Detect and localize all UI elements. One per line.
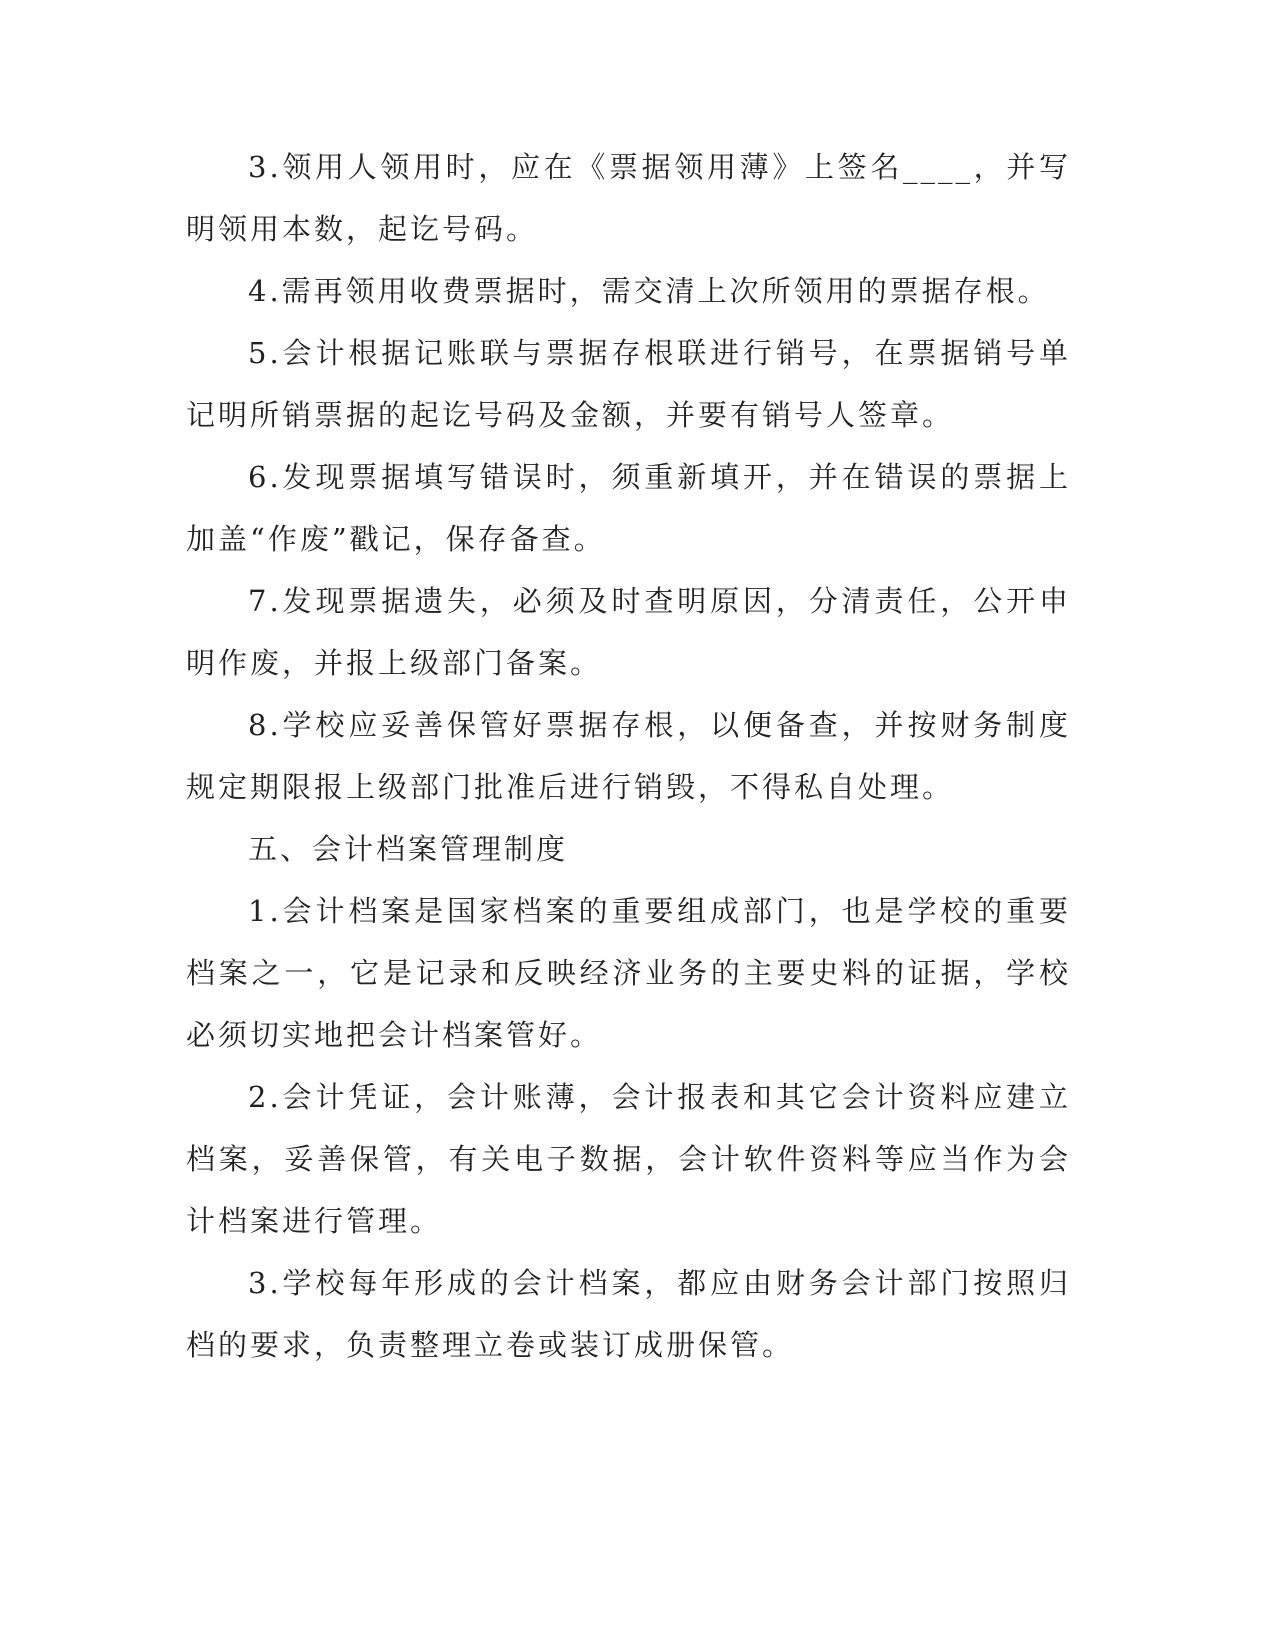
archive-paragraph-2: 2.会计凭证，会计账薄，会计报表和其它会计资料应建立档案，妥善保管，有关电子数据，会计软件资料等应当作为会计档案进行管理。 [186, 1080, 1071, 1238]
archive-paragraph-3: 3.学校每年形成的会计档案，都应由财务会计部门按照归档的要求，负责整理立卷或装订成册保管。 [186, 1266, 1071, 1362]
paragraph-item-3: 3.领用人领用时，应在《票据领用薄》上签名____，并写明领用本数，起讫号码。 [186, 150, 1071, 246]
paragraph-item-8: 8.学校应妥善保管好票据存根，以便备查，并按财务制度规定期限报上级部门批准后进行销毁，不得私自处理。 [186, 708, 1071, 804]
paragraph-item-7: 7.发现票据遗失，必须及时查明原因，分清责任，公开申明作废，并报上级部门备案。 [186, 584, 1071, 680]
archive-paragraph-1: 1.会计档案是国家档案的重要组成部门，也是学校的重要档案之一，它是记录和反映经济业务的主要史料的证据，学校必须切实地把会计档案管好。 [186, 894, 1071, 1052]
document-body [186, 136, 1071, 1376]
section-heading: 五、会计档案管理制度 [248, 832, 569, 866]
paragraph-item-5: 5.会计根据记账联与票据存根联进行销号，在票据销号单记明所销票据的起讫号码及金额，并要有销号人签章。 [186, 336, 1071, 432]
paragraph-item-4: 4.需再领用收费票据时，需交清上次所领用的票据存根。 [248, 274, 1050, 308]
paragraph-item-6: 6.发现票据填写错误时，须重新填开，并在错误的票据上加盖“作废”戳记，保存备查。 [186, 460, 1071, 556]
